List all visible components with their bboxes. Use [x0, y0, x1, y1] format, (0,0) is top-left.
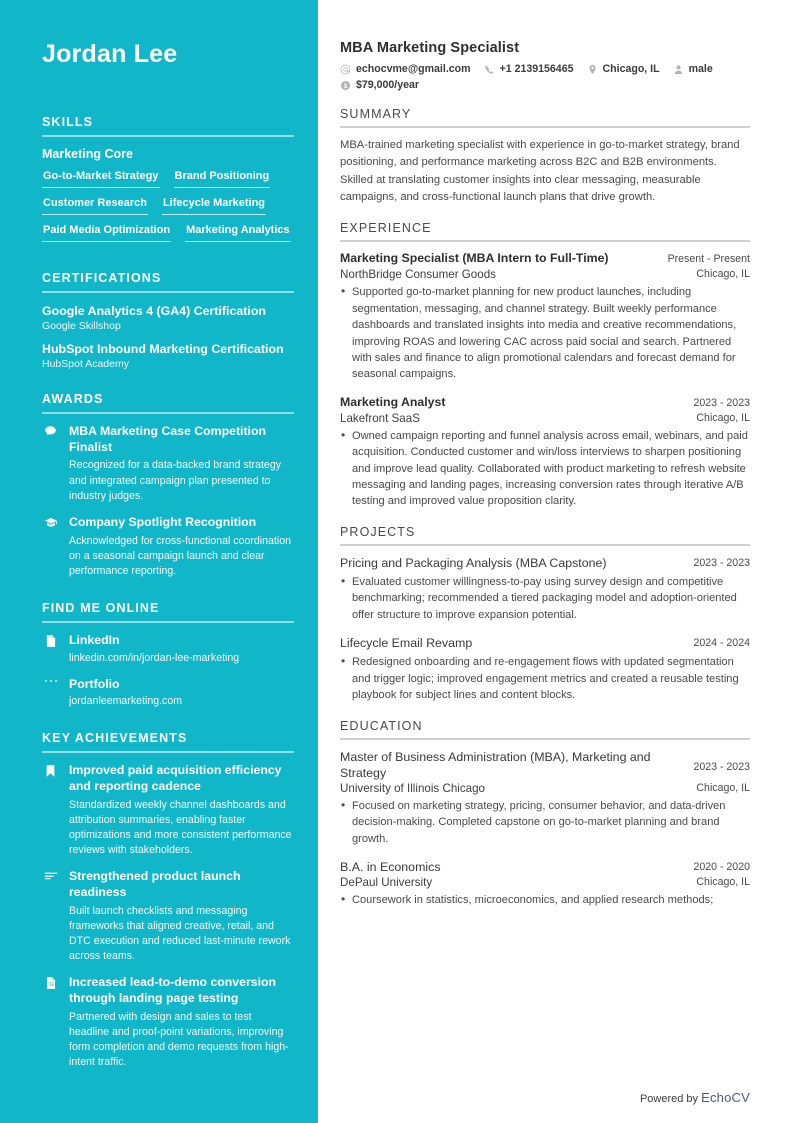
education-date: 2023 - 2023	[693, 760, 750, 773]
main-column	[318, 0, 794, 1123]
education-entry	[340, 749, 750, 847]
list-lines-icon	[42, 869, 59, 964]
projects-heading: PROJECTS	[340, 524, 416, 539]
education-bullets	[340, 892, 750, 908]
education-title: B.A. in Economics	[340, 860, 441, 875]
skills-section	[42, 115, 294, 249]
achievement-description: Built launch checklists and messaging frameworks that aligned creative, retail, and DTC execution and reduced last-minute rework across teams.	[69, 904, 291, 963]
at-sign-icon	[340, 64, 351, 75]
achievement-title: Strengthened product launch readiness	[69, 869, 241, 899]
education-org: DePaul University	[340, 876, 433, 890]
project-entry	[340, 555, 750, 623]
bullet: • Coursework in statistics, microeconomics, and applied research methods;	[340, 892, 750, 908]
awards-section	[42, 392, 294, 579]
skill-tag-list	[42, 168, 294, 249]
bullet: • Evaluated customer willingness-to-pay using survey design and competitive benchmarking; recommended a tiered packaging model and adoption-oriented offer structure to improve expansion potential.	[340, 574, 750, 623]
skill-tag: Customer Research	[42, 195, 148, 215]
achievement-item	[42, 869, 294, 964]
education-title: Master of Business Administration (MBA), Marketing and Strategy	[340, 749, 651, 780]
certifications-section	[42, 271, 294, 370]
achievement-title: Improved paid acquisition efficiency and reporting cadence	[69, 763, 282, 793]
contact-location-value: Chicago, IL	[602, 63, 660, 75]
contact-phone[interactable]	[484, 63, 574, 75]
award-item	[42, 424, 294, 504]
project-date: 2023 - 2023	[693, 556, 750, 569]
contact-gender-value: male	[688, 63, 713, 75]
speech-bubble-icon	[42, 424, 59, 504]
sidebar	[0, 0, 318, 1123]
experience-bullets	[340, 284, 750, 382]
education-divider	[340, 738, 750, 740]
skills-heading: SKILLS	[42, 114, 94, 129]
experience-location: Chicago, IL	[696, 268, 750, 281]
contact-email-value: echocvme@gmail.com	[356, 63, 471, 75]
education-entry	[340, 859, 750, 909]
phone-icon	[484, 64, 495, 75]
award-description: Recognized for a data-backed brand strategy and integrated campaign plan presented to industry judges.	[69, 459, 282, 502]
summary-divider	[340, 126, 750, 128]
skill-tag: Go-to-Market Strategy	[42, 168, 160, 188]
experience-location: Chicago, IL	[696, 411, 750, 424]
education-location: Chicago, IL	[696, 876, 750, 889]
candidate-name: Jordan Lee	[42, 40, 178, 68]
experience-heading: EXPERIENCE	[340, 221, 432, 236]
skill-tag: Brand Positioning	[174, 168, 271, 188]
svg-text:G: G	[48, 982, 54, 989]
skills-divider	[42, 135, 294, 137]
awards-divider	[42, 412, 294, 414]
key-achievements-heading: KEY ACHIEVEMENTS	[42, 731, 188, 746]
experience-date: 2023 - 2023	[693, 396, 750, 409]
project-title: Lifecycle Email Revamp	[340, 636, 473, 651]
link-url[interactable]: linkedin.com/in/jordan-lee-marketing	[69, 651, 240, 664]
project-bullets	[340, 574, 750, 623]
bullet: • Owned campaign reporting and funnel analysis across email, webinars, and paid acquisition. Conducted customer and win/loss interviews to sharpen positioning and improve lead quality. Collaborated with product marketing to refresh website messaging and landing pages, increasing conversion rates through iterative A/B testing and improved value proposition clarity.	[340, 428, 750, 510]
dollar-circle-icon	[340, 80, 351, 91]
experience-section	[340, 221, 750, 509]
project-date: 2024 - 2024	[693, 637, 750, 650]
award-title: MBA Marketing Case Competition Finalist	[69, 424, 266, 454]
summary-heading: SUMMARY	[340, 107, 412, 121]
experience-org: NorthBridge Consumer Goods	[340, 268, 496, 282]
link-item-portfolio[interactable]	[42, 677, 294, 710]
footer	[640, 1090, 750, 1105]
footer-powered-by: Powered by	[639, 1093, 699, 1105]
contact-location	[587, 63, 660, 75]
education-heading: EDUCATION	[340, 718, 423, 733]
education-org: University of Illinois Chicago	[340, 781, 485, 795]
achievement-title: Increased lead-to-demo conversion through landing page testing	[69, 975, 277, 1005]
experience-entry	[340, 395, 750, 510]
experience-entry	[340, 251, 750, 382]
achievement-item	[42, 975, 294, 1070]
experience-bullets	[340, 428, 750, 510]
ellipsis-icon	[42, 677, 59, 710]
contact-phone-value: +1 2139156465	[499, 63, 574, 75]
link-url[interactable]: jordanleemarketing.com	[69, 695, 183, 708]
headline-job-title: MBA Marketing Specialist	[340, 40, 520, 56]
skill-tag: Paid Media Optimization	[42, 222, 171, 242]
bullet: • Focused on marketing strategy, pricing, consumer behavior, and data-driven decision-making. Completed capstone on go-to-market planning and brand growth.	[340, 798, 750, 847]
bookmark-icon	[42, 763, 59, 858]
footer-brand: EchoCV	[701, 1090, 750, 1105]
achievement-description: Partnered with design and sales to test headline and proof-point variations, improving form completion and demo requests from high-intent traffic.	[69, 1010, 289, 1069]
award-title: Company Spotlight Recognition	[69, 514, 257, 529]
awards-heading: AWARDS	[42, 392, 104, 406]
achievement-item	[42, 763, 294, 858]
svg-text:$: $	[343, 83, 348, 90]
location-pin-icon	[587, 64, 598, 75]
bullet: • Supported go-to-market planning for new product launches, including segmentation, messaging, and channel strategy. Built weekly performance dashboards and translated insights into media and creative recommendations, improving ROAS and lowering CAC across paid social and search. Partnered with sales and finance to align promotional calendars and forecast demand for seasonal campaigns.	[340, 284, 750, 382]
certification-item	[42, 341, 294, 370]
project-entry	[340, 635, 750, 703]
contact-row	[340, 63, 750, 91]
find-me-online-divider	[42, 621, 294, 623]
file-badge-icon	[42, 975, 59, 1070]
contact-gender	[673, 63, 713, 75]
person-icon	[673, 64, 684, 75]
experience-title: Marketing Specialist (MBA Intern to Full-Time)	[340, 251, 609, 266]
experience-title: Marketing Analyst	[340, 394, 446, 409]
project-title: Pricing and Packaging Analysis (MBA Capstone)	[340, 555, 607, 570]
link-item-linkedin[interactable]	[42, 633, 294, 666]
skill-tag: Marketing Analytics	[185, 222, 291, 242]
project-bullets	[340, 654, 750, 703]
bullet: • Redesigned onboarding and re-engagement flows with updated segmentation and trigger logic; improved engagement metrics and created a reusable testing playbook for subject lines and content blocks.	[340, 654, 750, 703]
certification-org: Google Skillshop	[42, 319, 121, 332]
achievement-description: Standardized weekly channel dashboards and attribution summaries, enabling faster optimizations and more consistent performance reviews with stakeholders.	[69, 798, 292, 857]
summary-text: MBA-trained marketing specialist with experience in go-to-market strategy, brand positioning, and performance marketing across B2C and B2B environments. Skilled at translating customer insights into clear messaging, measurable campaigns, and cross-functional launch plans that drive growth.	[340, 139, 740, 204]
education-bullets	[340, 798, 750, 847]
certification-org: HubSpot Academy	[42, 358, 129, 370]
projects-section	[340, 525, 750, 704]
summary-section	[340, 107, 750, 206]
contact-salary	[340, 79, 419, 91]
find-me-online-section	[42, 601, 294, 709]
find-me-online-heading: FIND ME ONLINE	[42, 601, 160, 616]
education-date: 2020 - 2020	[693, 861, 750, 874]
contact-salary-value: $79,000/year	[356, 79, 420, 91]
projects-divider	[340, 544, 750, 546]
graduation-cap-icon	[42, 515, 59, 579]
skill-tag: Lifecycle Marketing	[162, 195, 266, 215]
contact-email[interactable]	[340, 63, 471, 75]
education-location: Chicago, IL	[696, 781, 750, 794]
skill-group-name: Marketing Core	[42, 146, 133, 161]
key-achievements-section	[42, 731, 294, 1070]
award-item	[42, 515, 294, 579]
experience-divider	[340, 240, 750, 242]
key-achievements-divider	[42, 751, 294, 753]
link-label[interactable]: LinkedIn	[69, 633, 120, 648]
link-label[interactable]: Portfolio	[69, 676, 120, 691]
experience-org: Lakefront SaaS	[340, 411, 420, 425]
experience-date: Present - Present	[667, 253, 750, 266]
certification-title: HubSpot Inbound Marketing Certification	[42, 341, 284, 356]
certifications-divider	[42, 291, 294, 293]
certifications-heading: CERTIFICATIONS	[42, 270, 162, 285]
education-section	[340, 719, 750, 909]
certification-item	[42, 303, 294, 332]
award-description: Acknowledged for cross-functional coordination on a seasonal campaign launch and clear performance reporting.	[69, 534, 292, 577]
document-icon	[42, 633, 59, 666]
certification-title: Google Analytics 4 (GA4) Certification	[42, 303, 266, 318]
